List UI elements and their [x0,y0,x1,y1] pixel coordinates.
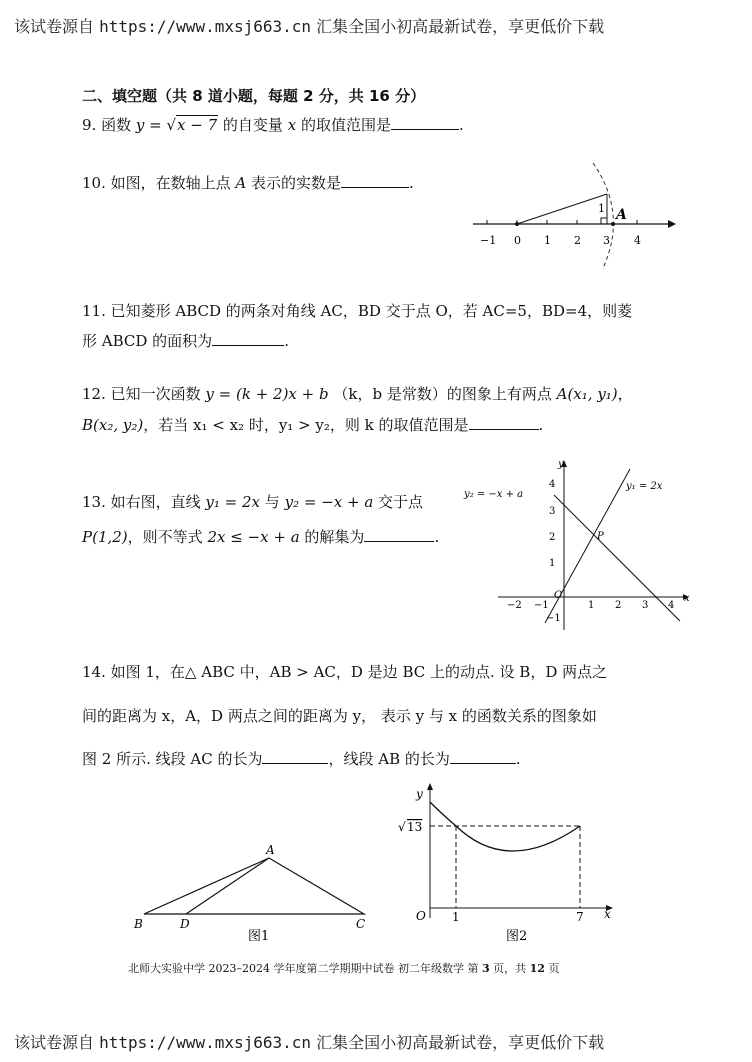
banner-prefix: 该试卷源自 [14,1033,95,1052]
q10-end: . [409,174,414,192]
tick-label: 2 [574,234,581,247]
q9-var: x [287,116,297,134]
banner-url[interactable]: https://www.mxsj663.cn [99,17,312,36]
q12-end: . [538,416,544,434]
q12-comma: ， [617,385,633,403]
axis-arrow-icon [668,220,676,228]
q13-inequality: 2x ≤ −x + a [207,528,300,546]
y-tick-label: 2 [549,532,556,543]
answer-blank-11[interactable] [212,331,284,346]
q13-line2-mid: ，则不等式 [127,528,203,546]
q14-line3-a: 图 2 所示. 线段 AC 的长为 [82,750,263,768]
footer-total: 12 [529,962,545,975]
x-tick-label: −1 [534,600,549,611]
figure1-caption: 图1 [248,929,270,944]
x-axis-label: x [684,593,690,604]
radical-sign: √ [166,116,177,134]
q11-end: . [284,332,289,350]
origin-label: O [416,909,426,923]
question-12-line1 [82,383,633,404]
q12-prefix: 12. 已知一次函数 [82,385,201,403]
q13-y1: y₁ = 2x [205,493,261,511]
q13-mid: 与 [264,493,280,511]
vertex-b-label: B [134,917,143,931]
question-14-line2: 间的距离为 x，A，D 两点之间的距离为 y， 表示 y 与 x 的函数关系的图象如 [82,707,597,725]
right-angle-mark [601,218,607,224]
q9-tail: 的取值范围是 [300,116,391,134]
answer-blank-12[interactable] [469,415,539,430]
footer-text: 北师大实验中学 2023–2024 学年度第二学期期中试卷 初二年级数学 第 [128,962,479,975]
point-d-label: D [180,917,190,931]
figure2-caption: 图2 [506,929,528,944]
q13-line2-tail: 的解集为 [304,528,365,546]
q10-tail: 表示的实数是 [251,174,342,192]
vertex-a-label: A [266,843,275,857]
q9-prefix: 9. 函数 [82,116,132,134]
vertex-c-label: C [356,917,366,931]
q9-func-radicand: x − 7 [177,116,218,134]
banner-suffix: 汇集全国小初高最新试卷，享更低价下载 [316,17,605,36]
question-14-line1: 14. 如图 1，在△ ABC 中，AB > AC，D 是边 BC 上的动点. 设 B，D 两点之 [82,663,608,681]
question-13-line1 [82,491,423,512]
y-tick-label: 4 [549,479,556,490]
arc-dashed [593,163,613,268]
triangle-abc [144,858,364,914]
x-axis-label: x [604,907,611,921]
q13-prefix: 13. 如右图，直线 [82,493,201,511]
q9-suffix: 的自变量 [222,116,283,134]
q12-cond: ，若当 x₁ < x₂ 时，y₁ > y₂，则 k 的取值范围是 [143,416,469,434]
q9-end: . [458,116,464,134]
tick-label: 0 [514,234,521,247]
q13-y2: y₂ = −x + a [284,493,374,511]
segment-ad [186,858,269,914]
coordinate-plane-figure [458,455,698,635]
q13-point-p: P(1,2) [82,528,128,546]
sqrt-sign: √ [398,820,406,834]
page-footer [128,960,559,976]
point-a-label: A [616,207,627,223]
q12-func: y = (k + 2)x + b [205,385,329,403]
top-banner [14,14,604,37]
answer-blank-9[interactable] [391,115,459,130]
y1-label: y₁ = 2x [626,481,663,492]
q12-point-a: A(x₁, y₁) [556,385,618,403]
question-10 [82,172,414,193]
x-tick-label: 4 [668,600,675,611]
footer-end: 页 [548,962,560,975]
question-11-line1: 11. 已知菱形 ABCD 的两条对角线 AC，BD 交于点 O，若 AC=5，BD=4，则菱 [82,302,633,320]
x-tick-label: 3 [642,600,649,611]
x-tick-label: 1 [588,600,595,611]
y-axis-arrow-icon [427,783,433,790]
x-tick-label: −2 [507,600,522,611]
y2-label: y₂ = −x + a [464,489,524,500]
banner-suffix: 汇集全国小初高最新试卷，享更低价下载 [316,1033,605,1052]
q14-end: . [515,750,521,768]
function-graph-figure [368,780,628,950]
tick-label: −1 [480,234,497,247]
origin-label: O [554,590,563,601]
q13-tail: 交于点 [378,493,424,511]
y-tick-label: −1 [546,613,561,624]
point-a-dot [611,222,615,226]
banner-prefix: 该试卷源自 [14,17,95,36]
bottom-banner [14,1030,604,1053]
y-tick-label: 3 [549,506,556,517]
q13-end: . [434,528,440,546]
q14-line3-b: ，线段 AB 的长为 [328,750,450,768]
x1-label: 1 [452,910,460,924]
answer-blank-10[interactable] [341,173,409,188]
y-axis-label: y [558,459,564,470]
footer-mid: 页，共 [493,962,527,975]
sqrt13-label: 13 [407,820,423,834]
answer-blank-14b[interactable] [450,749,516,764]
point-p-label: P [597,531,604,542]
hypotenuse-line [517,194,607,224]
height-label: 1 [598,202,605,215]
x-tick-label: 2 [615,600,622,611]
q12-point-b: B(x₂, y₂) [82,416,144,434]
number-line-figure [468,158,678,270]
tick-label: 1 [544,234,551,247]
question-12-line2 [82,414,543,435]
q10-point: A [235,174,247,192]
x7-label: 7 [576,910,584,924]
question-11-line2 [82,330,289,351]
question-13-line2 [82,526,439,547]
q10-text: 10. 如图，在数轴上点 [82,174,231,192]
y-axis-label: y [416,787,423,801]
triangle-figure [128,838,378,948]
answer-blank-14a[interactable] [262,749,328,764]
footer-page: 3 [481,962,490,975]
answer-blank-13[interactable] [364,527,434,542]
q12-paren: （k，b 是常数）的图象上有两点 [333,385,552,403]
q9-func-lhs: y = [135,116,162,134]
y-tick-label: 1 [549,558,556,569]
section-title: 二、填空题（共 8 道小题，每题 2 分，共 16 分） [82,87,426,105]
tick-label: 3 [603,234,610,247]
banner-url[interactable]: https://www.mxsj663.cn [99,1033,312,1052]
q11-line2: 形 ABCD 的面积为 [82,332,213,350]
tick-label: 4 [634,234,641,247]
question-14-line3 [82,748,521,769]
question-9 [82,114,464,135]
